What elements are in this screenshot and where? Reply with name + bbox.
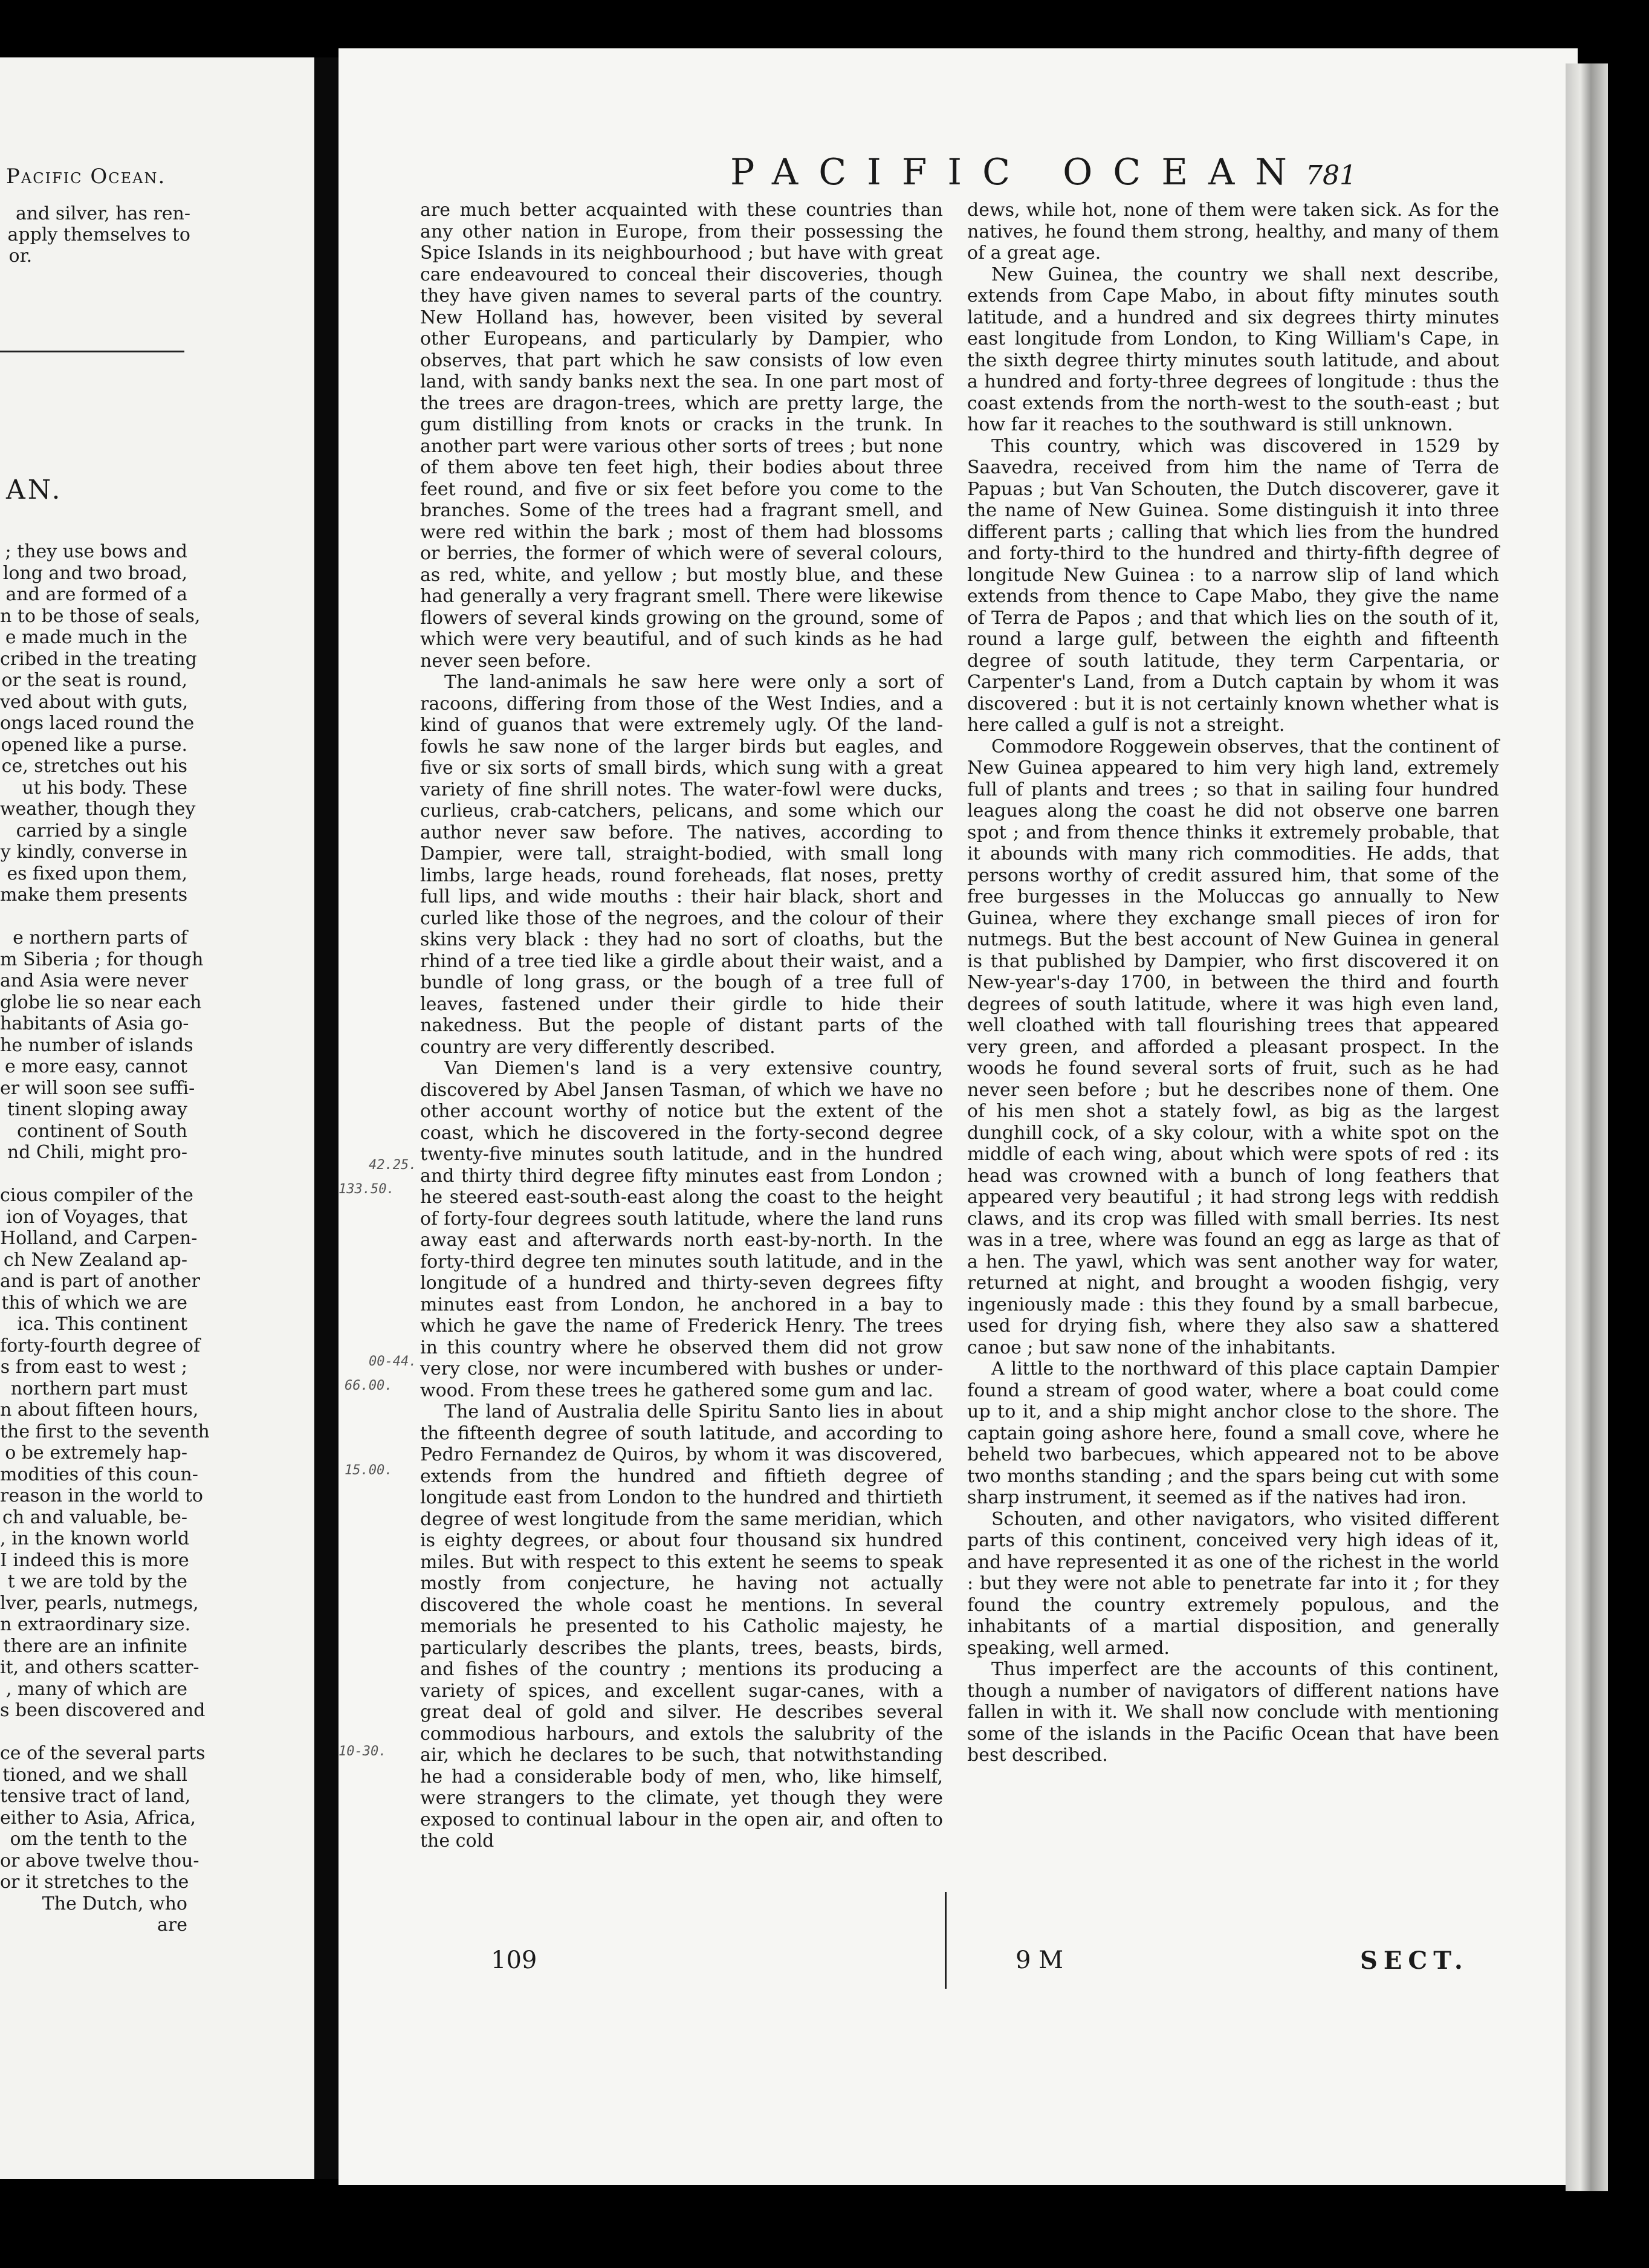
left-text-line: reason in the world to: [0, 1485, 203, 1506]
paragraph: The land of Australia delle Spiritu Santo lies in about the fifteenth degree of south latitude, and according to Pedro Fernandez de Quiros, by whom it was discovered, extends from the hundred and fiftieth degree of longitude east from London to the hundred and thirtieth degree of west longitude from the same meridian, which is eighty degrees, or about four thousand six hundred miles. But with respect to this extent he seems to speak mostly from conjecture, he having not actually discovered the whole coast he mentions. In several memorials he presented to his Catholic majesty, he particularly describes the plants, trees, beasts, birds, and fishes of the country ; mentions its producing a variety of spices, and excellent sugar-canes, with a great deal of gold and silver. He describes several commodious harbours, and extols the salubrity of the air, which he declares to be such, that notwithstanding he had a considerable body of men, who, like himself, were strangers to the climate, yet though they were exposed to continual labour in the open air, and often to the cold: [420, 1401, 943, 1852]
margin-note: 00-44.: [369, 1354, 417, 1369]
left-text-line: m Siberia ; for though: [0, 948, 204, 970]
book-gutter: [314, 57, 339, 2179]
left-text-line: The Dutch, who: [42, 1893, 187, 1914]
left-text-line: tensive tract of land,: [0, 1786, 191, 1807]
left-text-line: modities of this coun-: [0, 1463, 198, 1485]
left-text-line: er will soon see suffi-: [0, 1077, 195, 1099]
left-text-line: it, and others scatter-: [0, 1657, 199, 1678]
left-text-line: weather, though they: [0, 799, 196, 820]
left-top-line: and silver, has ren-: [15, 203, 190, 224]
margin-note: 133.50.: [339, 1182, 395, 1197]
paragraph: The land-animals he saw here were only a sort of racoons, differing from those of the West Indies, and a kind of guanos that were extremely ugly. Of the land-fowls he saw none of the larger birds but eagles, and five or six sorts of small birds, which sung with a great variety of fine shrill notes. The water-fowl were ducks, curlieus, crab-catchers, pelicans, and some which our author never saw before. The natives, according to Dampier, were tall, straight-bodied, with small long limbs, large heads, round foreheads, flat noses, pretty full lips, and wide mouths : their hair black, short and curled like those of the negroes, and the colour of their skins very black : they had no sort of cloaths, but the rhind of a tree tied like a girdle about their waist, and a bundle of long grass, or the bough of a tree full of leaves, fastened under their girdle to hide their nakedness. But the people of distant parts of the country are very differently described.: [420, 672, 943, 1058]
left-text-line: [0, 1722, 187, 1743]
left-text-line: Holland, and Carpen-: [0, 1228, 198, 1249]
left-text-line: cribed in the treating: [0, 648, 197, 670]
left-text-line: nd Chili, might pro-: [7, 1142, 187, 1163]
left-running-head: Pacific Ocean.: [6, 164, 166, 189]
paragraph: A little to the northward of this place captain Dampier found a stream of good water, where a boat could come up to it, and a ship might anchor close to the shore. The captain going ashore here, found a small cove, where he beheld two barbecues, which appeared not to be above two months standing ; and the spars being cut with some sharp instrument, it seemed as if the natives had iron.: [967, 1358, 1499, 1508]
left-text-line: or it stretches to the: [0, 1871, 189, 1893]
right-page: [339, 48, 1578, 2185]
left-page: [0, 57, 314, 2179]
margin-note: 66.00.: [345, 1378, 393, 1393]
left-text-line: s been discovered and: [0, 1700, 206, 1721]
left-top-lines: [8, 203, 190, 267]
rule: [0, 351, 184, 352]
left-section-heading: AN.: [6, 475, 63, 505]
left-text-line: this of which we are: [1, 1292, 187, 1314]
left-text-line: carried by a single: [16, 820, 187, 841]
left-column: [0, 541, 210, 1936]
left-text-line: t we are told by the: [7, 1571, 187, 1592]
left-text-line: ongs laced round the: [0, 713, 195, 734]
left-text-line: es fixed upon them,: [7, 863, 187, 884]
left-text-line: o be extremely hap-: [5, 1442, 187, 1463]
left-text-line: om the tenth to the: [10, 1829, 187, 1850]
left-text-line: or the seat is round,: [1, 670, 187, 691]
left-text-line: opened like a purse.: [1, 734, 187, 756]
footer-signature: 9 M: [1016, 1946, 1064, 1974]
left-text-line: habitants of Asia go-: [0, 1013, 189, 1034]
footer-left: 109: [491, 1946, 537, 1974]
left-text-line: tioned, and we shall: [2, 1764, 187, 1786]
left-text-line: tinent sloping away: [7, 1099, 187, 1120]
left-text-line: he number of islands: [0, 1034, 193, 1056]
left-text-line: ch New Zealand ap-: [3, 1249, 187, 1271]
left-text-line: I indeed this is more: [0, 1549, 189, 1571]
left-text-line: ica. This continent: [17, 1314, 187, 1335]
margin-note: 15.00.: [345, 1463, 393, 1478]
left-text-line: and Asia were never: [0, 970, 189, 991]
left-text-line: ut his body. These: [22, 777, 187, 799]
left-text-line: continent of South: [17, 1120, 187, 1142]
left-text-line: or above twelve thou-: [0, 1850, 199, 1871]
left-text-line: and are formed of a: [5, 584, 187, 605]
paragraph: dews, while hot, none of them were taken sick. As for the natives, he found them strong, healthy, and many of them of a great age.: [967, 199, 1499, 264]
left-text-line: n about fifteen hours,: [0, 1399, 199, 1421]
left-text-line: ved about with guts,: [0, 691, 189, 713]
column-divider: [945, 1892, 947, 1989]
left-text-line: forty-fourth degree of: [0, 1335, 201, 1356]
left-text-line: make them presents: [0, 884, 188, 906]
left-text-line: ; they use bows and: [5, 541, 187, 562]
running-head: PACIFIC OCEAN: [730, 151, 1307, 193]
paragraph: Commodore Roggewein observes, that the continent of New Guinea appeared to him very high land, extremely full of plants and trees ; so that in sailing four hundred leagues along the coast he did not observe one barren spot ; and from thence thinks it extremely probable, that it abounds with many rich commodities. He adds, that persons worthy of credit assured him, that some of the free burgesses in the Moluccas go annually to New Guinea, where they exchange small pieces of iron for nutmegs. But the best account of New Guinea in general is that published by Dampier, who first discovered it on New-year's-day 1700, in between the third and fourth degrees of south latitude, where it was high even land, well cloathed with tall flourishing trees that appeared very green, and afforded a pleasant prospect. In the woods he found several sorts of fruit, such as he had never seen before ; but he describes none of them. One of his men shot a stately fowl, as big as the largest dunghill cock, of a sky colour, with a white spot on the middle of each wing, about which were spots of red : its head was crowned with a bunch of long feathers that appeared very beautiful ; it had strong legs with reddish claws, and its crop was filled with small berries. Its nest was in a tree, where was found an egg as large as that of a hen. The yawl, which was sent another way for water, returned at night, and brought a wooden fishgig, very ingeniously made : this they found by a small barbecue, used for drying fish, where they also saw a shattered canoe ; but saw none of the inhabitants.: [967, 736, 1499, 1358]
page-number: 781: [1306, 160, 1356, 191]
left-text-line: , in the known world: [0, 1528, 190, 1549]
left-text-line: [0, 1164, 187, 1185]
left-text-line: e northern parts of: [13, 927, 187, 948]
left-text-line: lver, pearls, nutmegs,: [0, 1592, 199, 1614]
left-text-line: ce, stretches out his: [1, 756, 187, 777]
left-text-line: cious compiler of the: [0, 1185, 193, 1206]
margin-note: 42.25.: [369, 1158, 417, 1173]
left-text-line: either to Asia, Africa,: [0, 1807, 196, 1829]
left-text-line: northern part must: [10, 1378, 187, 1399]
left-text-line: there are an infinite: [3, 1635, 187, 1657]
left-text-line: e more easy, cannot: [5, 1056, 187, 1077]
left-text-line: , many of which are: [5, 1678, 187, 1700]
paragraph: are much better acquainted with these countries than any other nation in Europe, from their possessing the Spice Islands in its neighbourhood ; but have with great care endeavoured to conceal their discoveries, though they have given names to several parts of the country. New Holland has, however, been visited by several other Europeans, and particularly by Dampier, who observes, that part which he saw consists of low even land, with sandy banks next the sea. In one part most of the trees are dragon-trees, which are pretty large, the gum distilling from knots or cracks in the trunk. In another part were various other sorts of trees ; but none of them above ten feet high, their bodies about three feet round, and five or six feet before you come to the branches. Some of the trees had a fragrant smell, and were red within the bark ; most of them had blossoms or berries, the former of which were of several colours, as red, white, and yellow ; but mostly blue, and these had generally a very fragrant smell. There were likewise flowers of several kinds growing on the ground, some of which were very beautiful, and of such kinds as he had never seen before.: [420, 199, 943, 672]
page-edge: [1566, 63, 1608, 2191]
left-text-line: globe lie so near each: [0, 991, 202, 1013]
left-text-line: n to be those of seals,: [0, 605, 201, 627]
margin-note: 10-30.: [339, 1744, 387, 1759]
left-top-line: apply themselves to: [7, 224, 190, 245]
left-text-line: and is part of another: [0, 1271, 200, 1292]
left-text-line: the first to the seventh: [0, 1421, 210, 1442]
left-text-line: ce of the several parts: [0, 1743, 206, 1764]
left-text-line: e made much in the: [5, 627, 187, 648]
left-top-line: or.: [8, 245, 33, 267]
paragraph: New Guinea, the country we shall next describe, extends from Cape Mabo, in about fifty minutes south latitude, and a hundred and six degrees thirty minutes east longitude from London, to King William's Cape, in the sixth degree thirty minutes south latitude, and about a hundred and forty-three degrees of longitude : thus the coast extends from the north-west to the south-east ; but how far it reaches to the southward is still unknown.: [967, 264, 1499, 435]
paragraph: Thus imperfect are the accounts of this continent, though a number of navigators of different nations have fallen in with it. We shall now conclude with mentioning some of the islands in the Pacific Ocean that have been best described.: [967, 1659, 1499, 1766]
left-text-line: ion of Voyages, that: [6, 1206, 187, 1228]
left-text-line: s from east to west ;: [0, 1356, 187, 1378]
left-text-line: n extraordinary size.: [0, 1614, 191, 1635]
column-1: [420, 199, 943, 1852]
footer-catchword: SECT.: [1360, 1946, 1469, 1975]
left-text-line: ch and valuable, be-: [2, 1506, 187, 1528]
paragraph: Schouten, and other navigators, who visited different parts of this continent, conceived very high ideas of it, and have represented it as one of the richest in the world : but they were not able to penetrate far into it ; for they found the country extremely populous, and the inhabitants of a martial disposition, and generally speaking, well armed.: [967, 1508, 1499, 1659]
left-text-line: are: [157, 1914, 187, 1936]
left-text-line: y kindly, converse in: [0, 841, 187, 863]
left-text-line: [0, 906, 187, 928]
column-2: [967, 199, 1499, 1766]
paragraph: Van Diemen's land is a very extensive country, discovered by Abel Jansen Tasman, of which we have no other account worthy of notice but the extent of the coast, which he discovered in the forty-second degree twenty-five minutes south latitude, and in the hundred and thirty third degree fifty minutes east from London ; he steered east-south-east along the coast to the height of forty-four degrees south latitude, where the land runs away east and afterwards north east-by-north. In the forty-third degree ten minutes south latitude, and in the longitude of a hundred and thirty-seven degrees fifty minutes east from London, he anchored in a bay to which he gave the name of Frederick Henry. The trees in this country where he observed them did not grow very close, nor were incumbered with bushes or under-wood. From these trees he gathered some gum and lac.: [420, 1058, 943, 1401]
paragraph: This country, which was discovered in 1529 by Saavedra, received from him the name of Terra de Papuas ; but Van Schouten, the Dutch discoverer, gave it the name of New Guinea. Some distinguish it into three different parts ; calling that which lies from the hundred and forty-third to the hundred and thirty-fifth degree of longitude New Guinea : to a narrow slip of land which extends from thence to Cape Mabo, they give the name of Terra de Papos ; and that which lies on the south of it, round a large gulf, between the eighth and fifteenth degree of south latitude, they term Carpentaria, or Carpenter's Land, from a Dutch captain by whom it was discovered : but it is not certainly known whether what is here called a gulf is not a streight.: [967, 435, 1499, 736]
left-text-line: long and two broad,: [2, 562, 187, 584]
